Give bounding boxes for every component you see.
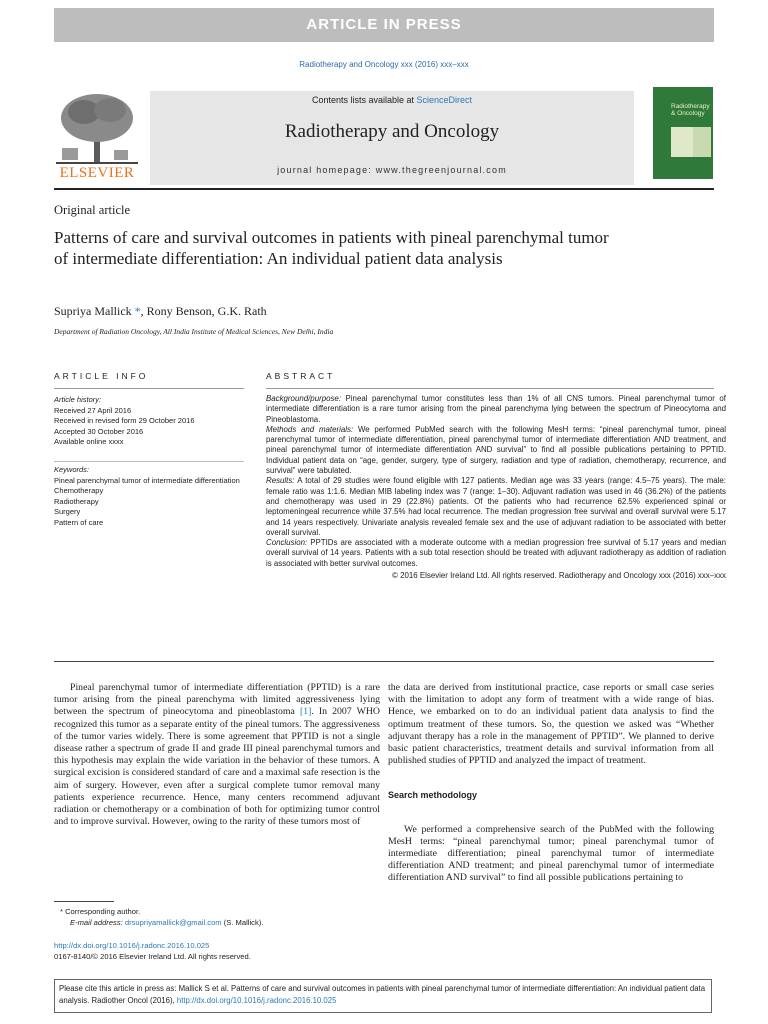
abstract-text: PPTIDs are associated with a moderate outcome with a median progression free survival of 5.17 years and median overall survival of 14 years. Patients with a sub total resection should be treated with adjuvant radiotherapy as addition of radiation is associated with better survival outcomes.: [266, 538, 726, 568]
history-item: Received 27 April 2016: [54, 405, 132, 415]
header-divider: [54, 188, 714, 190]
abstract-copyright: © 2016 Elsevier Ireland Ltd. All rights reserved. Radiotherapy and Oncology xxx (2016) xxx–xxx: [392, 571, 726, 581]
journal-masthead: [150, 91, 634, 185]
cover-panel: [693, 127, 711, 157]
body-paragraph: [54, 682, 380, 828]
footnote-rule: [54, 901, 114, 902]
article-in-press-banner: ARTICLE IN PRESS: [54, 8, 714, 42]
keyword: Surgery: [54, 507, 81, 516]
citation-doi-link[interactable]: http://dx.doi.org/10.1016/j.radonc.2016.10.025: [176, 996, 337, 1005]
footnote: [54, 906, 380, 928]
keywords-rule: [54, 461, 244, 462]
keywords-label: Keywords:: [54, 465, 90, 474]
article-title: Patterns of care and survival outcomes in patients with pineal parenchymal tumor of intermediate differentiation: An individual patient data analysis: [54, 228, 609, 268]
citation-text: Please cite this article in press as: Mallick S et al. Patterns of care and survival outcomes in patients with pineal parenchymal tumor of intermediate differentiation: An individual patient data analysis. Radiother Oncol (2016),: [59, 984, 706, 1005]
body-text: . In 2007 WHO recognized this tumor as a separate entity of the pineal tumors. The aggressiveness of the tumor varies widely. There is some agreement that PPTID is not a single disease rather a spectrum of grade II and grade III pineal parenchymal tumors and this hypothesis may explain the wide variation in the behavior of these tumors. A surgical excision is considered standard of care and a maximal safe resection is the aim of surgery. However, even after a surgical complete tumor removal many patients experience recurrence. Hence, many centers recommend adjuvant radiation or chemotherapy or a combination of both for optimizing tumor control and to improve survival. However, owing to the rarity of these tumors most of: [54, 706, 380, 828]
contents-prefix: Contents lists available at: [311, 95, 417, 105]
article-info-heading: ARTICLE INFO: [54, 371, 149, 381]
abstract-rule: [266, 388, 714, 389]
body-paragraph: We performed a comprehensive search of the PubMed with the following MesH terms: “pineal parenchymal tumor; pineal parenchymal tumor of intermediate differentiation; pineal parenchymal tumor of intermediate differentiation AND treatment; and pineal parenchymal tumor of intermediate differentiation AND survival” to find all possible publications pertaining to: [388, 823, 714, 884]
body-right-column: [388, 682, 714, 885]
journal-reference-link[interactable]: Radiotherapy and Oncology xxx (2016) xxx–xxx: [299, 60, 469, 69]
journal-name: Radiotherapy and Oncology: [284, 121, 500, 142]
abstract-label: Methods and materials:: [266, 424, 354, 434]
sciencedirect-link[interactable]: ScienceDirect: [416, 95, 473, 105]
section-heading: Search methodology: [388, 790, 478, 801]
keywords: [54, 465, 244, 528]
history-item: Received in revised form 29 October 2016: [54, 416, 195, 425]
abstract-text: Pineal parenchymal tumor constitutes less than 1% of all CNS tumors. Pineal parenchymal tumor of intermediate differentiation is a rare tumor arising from the pineal parenchyma lying between the spectrum of Pineocytoma and Pineoblastoma.: [266, 394, 726, 424]
cover-title: Radiotherapy & Oncology: [671, 103, 710, 117]
abstract-heading: ABSTRACT: [266, 371, 336, 381]
abstract-methods: [266, 425, 726, 476]
history-label: Article history:: [54, 395, 102, 404]
doi-block: [54, 941, 251, 962]
citation-box: [54, 979, 712, 1013]
abstract-label: Background/purpose:: [266, 394, 342, 403]
keyword: Chemotherapy: [54, 486, 104, 495]
abstract-text: We performed PubMed search with the following MesH terms: “pineal parenchymal tumor, pineal parenchymal tumor of intermediate differentiation, pineal parenchymal tumor of intermediate differentiation AND treatment, and pineal parenchymal tumor of intermediate differentiation AND survival” to find all possible publications pertaining to PPTID. Individual patient data on “age, gender, surgery, type of surgery, radiation and type of radiation, chemotherapy, recurrence, and survival” were tabulated.: [266, 424, 726, 476]
elsevier-wordmark: ELSEVIER: [59, 165, 135, 181]
body-text: Pineal parenchymal tumor of intermediate differentiation (PPTID) is a rare tumor arising from the pineal parenchyma with limited aggressiveness lying between the spectrum of pineocytoma and pineoblastoma: [54, 682, 380, 718]
keyword: Pineal parenchymal tumor of intermediate differentiation: [54, 475, 240, 485]
elsevier-logo: [54, 88, 140, 184]
keyword: Radiotherapy: [54, 496, 99, 506]
email-suffix: (S. Mallick).: [221, 918, 264, 927]
abstract-bottom-divider: [54, 661, 714, 662]
article-info-rule: [54, 388, 244, 389]
history-item: Accepted 30 October 2016: [54, 426, 144, 436]
author-list: [54, 304, 267, 319]
email-link[interactable]: drsupriyamallick@gmail.com: [124, 918, 222, 927]
abstract-label: Conclusion:: [266, 538, 308, 548]
reference-link[interactable]: [1]: [299, 706, 312, 718]
author-name[interactable]: Supriya Mallick: [54, 304, 132, 318]
article-history: [54, 395, 244, 448]
doi-link[interactable]: http://dx.doi.org/10.1016/j.radonc.2016.10.025: [54, 941, 210, 950]
journal-cover-image: [653, 87, 713, 179]
corresponding-author-note: * Corresponding author.: [60, 907, 141, 916]
email-line: [54, 917, 380, 928]
abstract-text: A total of 29 studies were found eligible with 127 patients. Median age was 33 years (range: 4.5–75 years). The male: female ratio was 1:1.6. Median MIB labeling index was 7 (range: 1–30). Adjuvant radiation was used in 46 (36.2%) of the patients and chemotherapy was used in 29 (22.8%) patients. Of the patients who had recurrence 62.5% experienced spinal or leptomeningeal recurrence while 37.5% had local recurrence. The median progression free survival and overall survival were 5.17 and 14 years respectively. Univariate analysis revealed female sex and the use of adjuvant radiation to be associated with better overall survival.: [266, 476, 726, 537]
corresponding-author-marker[interactable]: *: [131, 304, 141, 318]
journal-homepage-link[interactable]: journal homepage: www.thegreenjournal.com: [277, 165, 507, 175]
abstract-conclusion: [266, 538, 726, 569]
body-left-column: [54, 682, 380, 828]
author-names-rest: , Rony Benson, G.K. Rath: [140, 304, 267, 318]
email-label: E-mail address:: [70, 918, 125, 927]
abstract-body: [266, 394, 726, 581]
issn-line: 0167-8140/© 2016 Elsevier Ireland Ltd. All rights reserved.: [54, 951, 251, 961]
cover-panel: [671, 127, 693, 157]
abstract-background: [266, 394, 726, 425]
keyword: Pattern of care: [54, 517, 104, 527]
abstract-label: Results:: [266, 476, 295, 486]
author-affiliation: Department of Radiation Oncology, All India Institute of Medical Sciences, New Delhi, India: [54, 327, 334, 336]
contents-line: [150, 95, 634, 105]
body-paragraph: the data are derived from institutional practice, case reports or small case series with the limitation to adopt any form of treatment with a wide range of bias. Hence, we embarked on to do an individual patient data analysis to find the optimum treatment of these tumors. So, the question we asked was “Whether adjuvant therapy has a role in the management of PPTID”. We planned to derive basic patient characteristics, treatment details and survival information from all published studies of PPTID and analyzed the impact of treatment.: [388, 682, 714, 767]
article-type: Original article: [54, 203, 131, 217]
history-item: Available online xxxx: [54, 437, 124, 446]
abstract-results: [266, 476, 726, 538]
